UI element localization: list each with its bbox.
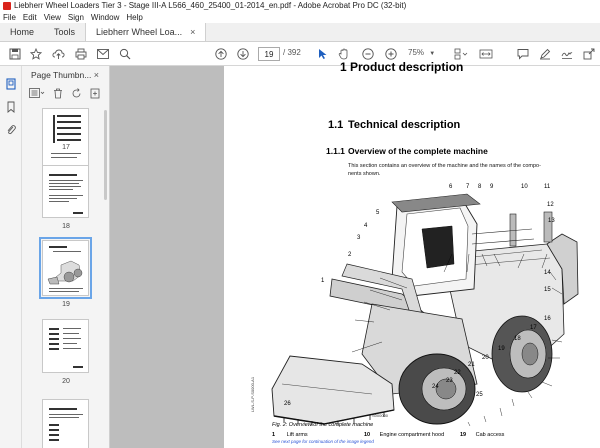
figure-code: S000000 [372, 413, 389, 418]
email-icon[interactable] [95, 46, 111, 62]
zoom-level-select[interactable] [408, 48, 435, 57]
legend-item [460, 432, 504, 438]
delete-page-icon[interactable] [53, 88, 63, 101]
subsection-title: Overview of the complete machine [348, 146, 488, 156]
callout-4: 4 [364, 223, 368, 229]
page-total: / 392 [283, 48, 301, 57]
callout-6: 6 [449, 184, 453, 190]
thumbnail-page-17[interactable] [42, 108, 89, 173]
navigation-rail [0, 66, 22, 448]
close-panel-icon[interactable]: × [93, 70, 99, 80]
callout-16: 16 [544, 316, 551, 322]
print-icon[interactable] [73, 46, 89, 62]
legend-label: Engine compartment hood [379, 432, 445, 438]
thumbnail-page-20[interactable] [42, 319, 89, 373]
highlight-pen-icon[interactable] [538, 46, 552, 62]
callout-26: 26 [284, 401, 291, 407]
callout-14: 14 [544, 270, 551, 276]
page-thumbnails-icon[interactable] [5, 78, 17, 90]
panel-header [22, 66, 109, 84]
upload-cloud-icon[interactable] [50, 46, 66, 62]
menu-file[interactable]: File [3, 12, 16, 22]
fit-width-icon[interactable] [478, 46, 494, 62]
legend-label: Lift arms [286, 432, 308, 438]
page-thumbnails-panel [22, 66, 110, 448]
title-bar [0, 0, 600, 11]
previous-page-icon[interactable] [214, 46, 228, 62]
rotate-page-icon[interactable] [71, 88, 82, 101]
callout-7: 7 [466, 184, 470, 190]
acrobat-logo-icon [3, 2, 11, 10]
options-menu-icon[interactable] [29, 88, 45, 100]
menu-window[interactable]: Window [90, 12, 120, 22]
menu-edit[interactable]: Edit [22, 12, 37, 22]
wheel-loader-illustration [262, 184, 582, 426]
thumbnail-page-19[interactable] [42, 240, 89, 296]
intro-text-line-2: nents shown. [348, 171, 381, 177]
menu-view[interactable]: View [43, 12, 61, 22]
chevron-down-icon: ▼ [429, 51, 436, 57]
legend-item [364, 432, 444, 438]
callout-24: 24 [432, 384, 439, 390]
panel-scrollbar[interactable] [104, 110, 107, 200]
figure-side-code: LWL-S-P-S0000-A1 [250, 376, 255, 412]
thumbnail-page-21[interactable] [42, 399, 89, 448]
callout-11: 11 [544, 184, 551, 190]
zoom-level-value: 75% [408, 48, 425, 57]
insert-page-icon[interactable] [90, 88, 100, 101]
callout-5: 5 [376, 210, 380, 216]
share-icon[interactable] [582, 46, 596, 62]
tab-document[interactable] [85, 23, 206, 41]
figure-caption: Fig. 2: Overview of the complete machine [272, 422, 374, 428]
section-title: Technical description [348, 119, 461, 131]
callout-12: 12 [547, 202, 554, 208]
callout-18: 18 [514, 336, 521, 342]
callout-15: 15 [544, 287, 551, 293]
next-page-icon[interactable] [236, 46, 250, 62]
tab-bar [0, 23, 600, 42]
intro-text-line-1: This section contains an overview of the machine and the names of the compo- [348, 163, 541, 169]
bookmark-star-icon[interactable] [28, 46, 44, 62]
comment-icon[interactable] [516, 46, 530, 62]
save-icon[interactable] [7, 46, 23, 62]
sign-icon[interactable] [560, 46, 574, 62]
search-icon[interactable] [117, 46, 133, 62]
thumbnail-label: 19 [62, 301, 70, 308]
callout-2: 2 [348, 252, 352, 258]
page-top-heading: 1 Product description [340, 60, 464, 74]
attachments-icon[interactable] [5, 124, 17, 136]
callout-20: 20 [482, 355, 489, 361]
thumbnail-list[interactable] [22, 106, 110, 448]
panel-title: Page Thumbn... [31, 70, 92, 80]
callout-8: 8 [478, 184, 482, 190]
panel-toolbar [22, 84, 109, 104]
thumbnail-label: 20 [62, 378, 70, 385]
page-number-input[interactable]: 19 [258, 47, 280, 61]
close-tab-icon[interactable]: × [190, 27, 196, 37]
select-cursor-icon[interactable] [316, 46, 330, 62]
legend-number: 19 [460, 432, 467, 438]
thumbnail-label: 18 [62, 223, 70, 230]
window-title: Liebherr Wheel Loaders Tier 3 - Stage III-A L566_460_25400_01-2014_en.pdf - Adobe Acrobat Pro DC (32-bit) [14, 1, 407, 10]
document-page [224, 60, 600, 448]
callout-25: 25 [476, 392, 483, 398]
callout-21: 21 [468, 362, 475, 368]
section-number: 1.1 [328, 119, 344, 131]
callout-10: 10 [521, 184, 528, 190]
callout-13: 13 [548, 218, 555, 224]
legend-number: 1 [272, 432, 276, 438]
callout-23: 23 [446, 378, 453, 384]
tab-tools[interactable]: Tools [54, 27, 76, 37]
thumbnail-label: 17 [62, 144, 70, 151]
legend-item [272, 432, 308, 438]
callout-9: 9 [490, 184, 494, 190]
callout-1: 1 [321, 278, 325, 284]
subsection-number: 1.1.1 [326, 146, 345, 156]
legend-continue-note[interactable]: See next page for continuation of the image legend [272, 439, 374, 444]
main-toolbar [0, 42, 600, 66]
callout-22: 22 [454, 370, 461, 376]
menu-sign[interactable]: Sign [67, 12, 84, 22]
tab-document-label: Liebherr Wheel Loa... [96, 27, 183, 37]
tab-home[interactable]: Home [10, 27, 35, 37]
menu-help[interactable]: Help [126, 12, 143, 22]
thumbnail-page-18[interactable] [42, 165, 89, 218]
callout-17: 17 [530, 325, 537, 331]
callout-3: 3 [357, 235, 361, 241]
menu-bar [0, 11, 600, 23]
legend-label: Cab access [475, 432, 505, 438]
bookmarks-icon[interactable] [5, 101, 17, 113]
callout-19: 19 [498, 346, 505, 352]
legend-number: 10 [364, 432, 371, 438]
